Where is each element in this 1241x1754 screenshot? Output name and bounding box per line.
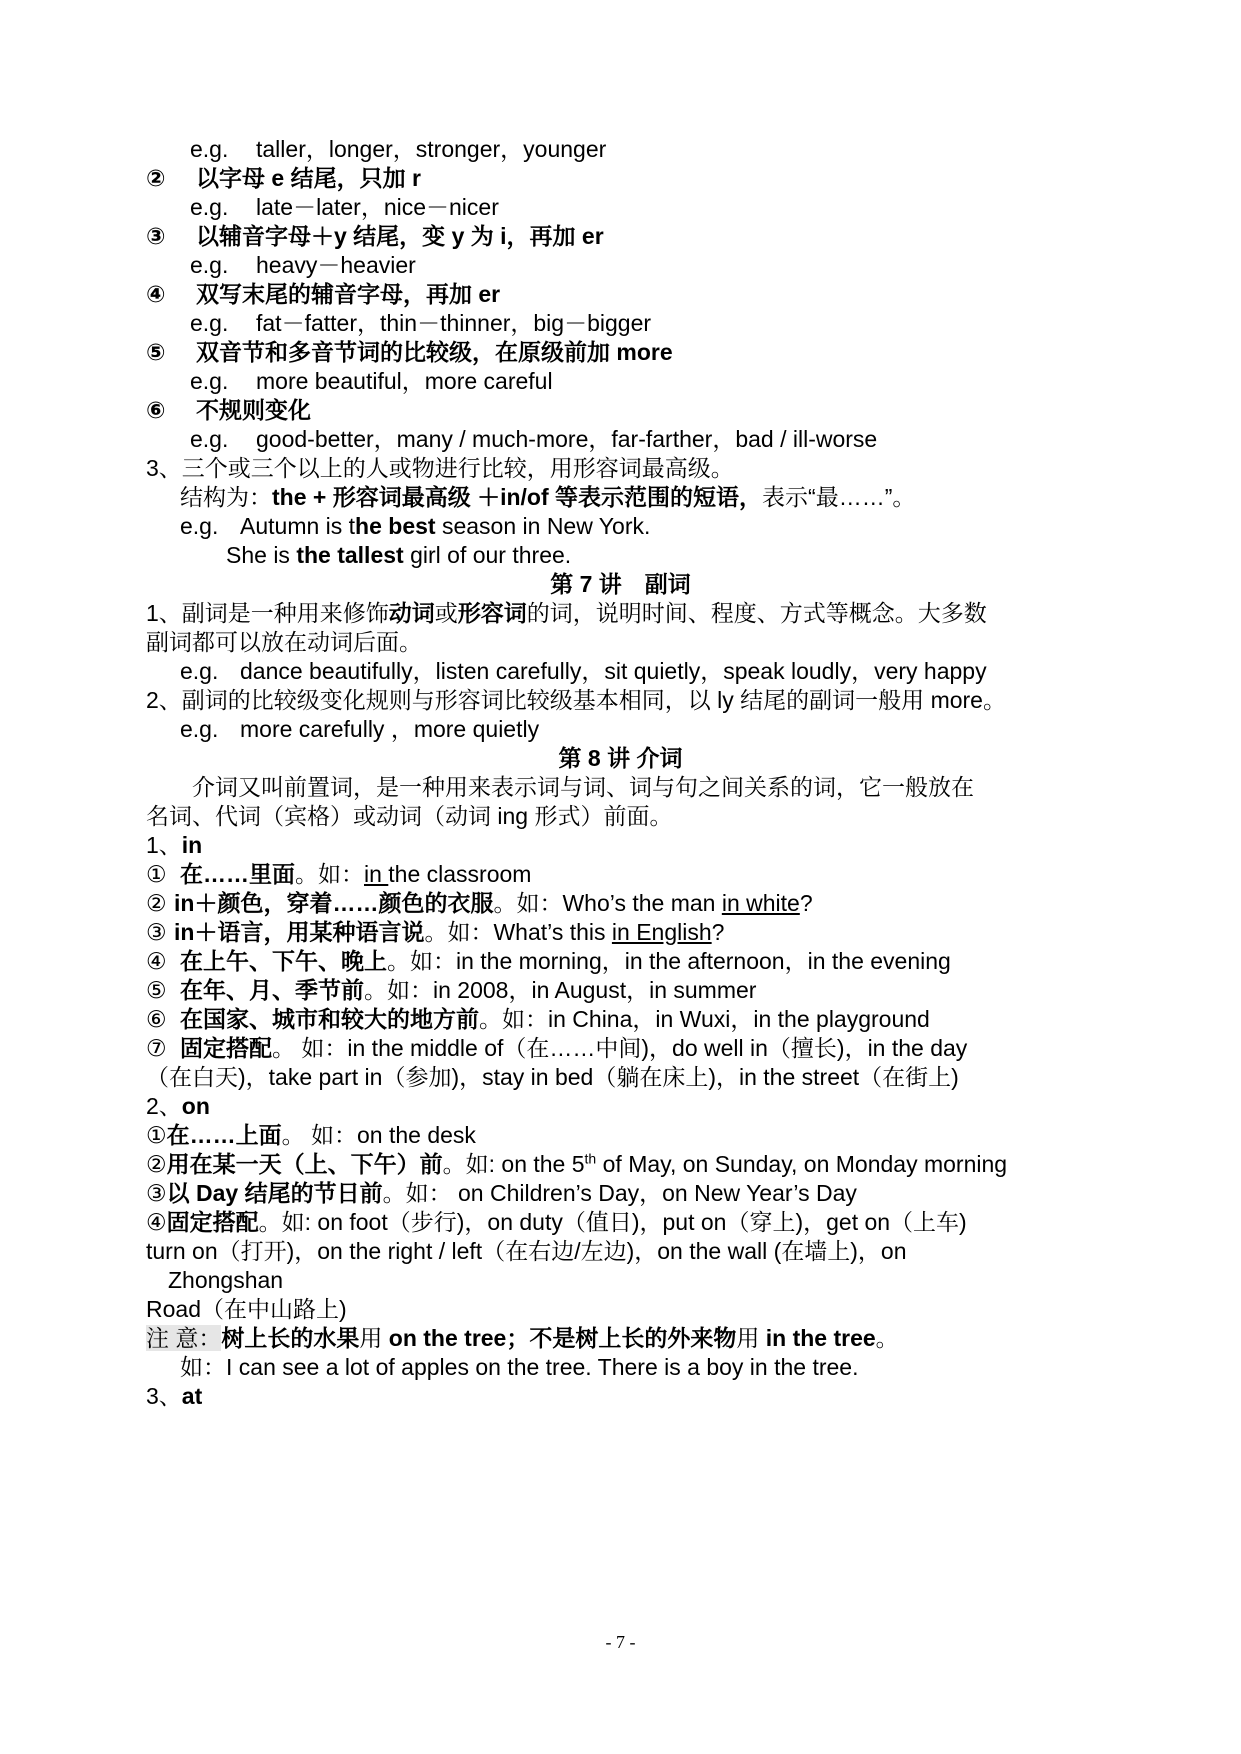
subsection-heading: 1、in [146,832,203,858]
rule-heading: ④ 双写末尾的辅音字母，再加 er [146,281,501,307]
example-line: e.g. late－later，nice－nicer [190,194,499,220]
rule-heading: ③ 以辅音字母＋y 结尾，变 y 为 i，再加 er [146,223,604,249]
usage-line: ③ in＋语言，用某种语言说。如：What’s this in English? [146,919,725,945]
paragraph-line: 3、三个或三个以上的人或物进行比较，用形容词最高级。 [146,455,734,481]
paragraph-line: 副词都可以放在动词后面。 [146,629,422,655]
usage-line: ① 在……里面。如：in the classroom [146,861,532,887]
paragraph-line: 名词、代词（宾格）或动词（动词 ing 形式）前面。 [146,803,673,829]
usage-line: ⑥ 在国家、城市和较大的地方前。如：in China，in Wuxi，in the playground [146,1006,930,1032]
paragraph-line: 1、副词是一种用来修饰动词或形容词的词，说明时间、程度、方式等概念。大多数 [146,600,987,626]
example-line: e.g. more beautiful，more careful [190,368,553,394]
example-line: e.g. more carefully ，more quietly [180,716,540,742]
page-number: - 7 - [605,1632,636,1652]
subsection-heading: 3、at [146,1383,203,1409]
section-heading: 第 7 讲 副词 [550,571,691,597]
usage-line: ②用在某一天（上、下午）前。如: on the 5th of May, on Sunday, on Monday morning [146,1150,1008,1177]
example-line: e.g. heavy－heavier [190,252,416,278]
usage-line: Road（在中山路上) [146,1296,347,1322]
rule-heading: ⑥ 不规则变化 [146,397,311,423]
usage-line: Zhongshan [168,1267,284,1293]
usage-line: ② in＋颜色，穿着……颜色的衣服。如：Who’s the man in white? [146,890,813,916]
rule-heading: ② 以字母 e 结尾，只加 r [146,165,421,191]
paragraph-line: 介词又叫前置词，是一种用来表示词与词、词与句之间关系的词，它一般放在 [192,774,974,800]
usage-line: turn on（打开)，on the right / left（在右边/左边)，on the wall (在墙上)，on [146,1238,907,1264]
usage-line: ④固定搭配。如: on foot（步行)，on duty（值日)，put on（穿上)，get on（上车) [146,1209,967,1235]
example-line: e.g. fat－fatter，thin－thinner，big－bigger [190,310,652,336]
note-line: 注 意：树上长的水果用 on the tree；不是树上长的外来物用 in the tree。 [146,1325,899,1351]
subsection-heading: 2、on [146,1093,210,1119]
example-line: e.g. dance beautifully，listen carefully，sit quietly，speak loudly，very happy [180,658,987,684]
example-line: She is the tallest girl of our three. [226,542,572,568]
example-line: e.g. taller，longer，stronger，younger [190,136,607,162]
example-line: 如：I can see a lot of apples on the tree. There is a boy in the tree. [180,1354,859,1380]
note-label: 注 意： [146,1325,222,1351]
paragraph-line: 2、副词的比较级变化规则与形容词比较级基本相同，以 ly 结尾的副词一般用 more。 [146,687,1006,713]
section-heading: 第 8 讲 介词 [558,745,683,771]
structure-line: 结构为：the + 形容词最高级 ＋in/of 等表示范围的短语，表示“最……”。 [180,484,916,510]
usage-line: ⑤ 在年、月、季节前。如：in 2008，in August，in summer [146,977,757,1003]
example-line: e.g. Autumn is the best season in New York. [180,513,651,539]
usage-line: ①在……上面。 如：on the desk [146,1122,476,1148]
usage-line: ④ 在上午、下午、晚上。如：in the morning，in the afternoon，in the evening [146,948,951,974]
example-line: e.g. good-better，many / much-more，far-farther，bad / ill-worse [190,426,878,452]
usage-line: ③以 Day 结尾的节日前。如： on Children’s Day，on New Year’s Day [146,1180,857,1206]
rule-heading: ⑤ 双音节和多音节词的比较级，在原级前加 more [146,339,673,365]
usage-line: （在白天)，take part in（参加)，stay in bed（躺在床上)，in the street（在街上) [146,1064,959,1090]
usage-line: ⑦ 固定搭配。 如：in the middle of（在……中间)，do well in（擅长)，in the day [146,1035,968,1061]
